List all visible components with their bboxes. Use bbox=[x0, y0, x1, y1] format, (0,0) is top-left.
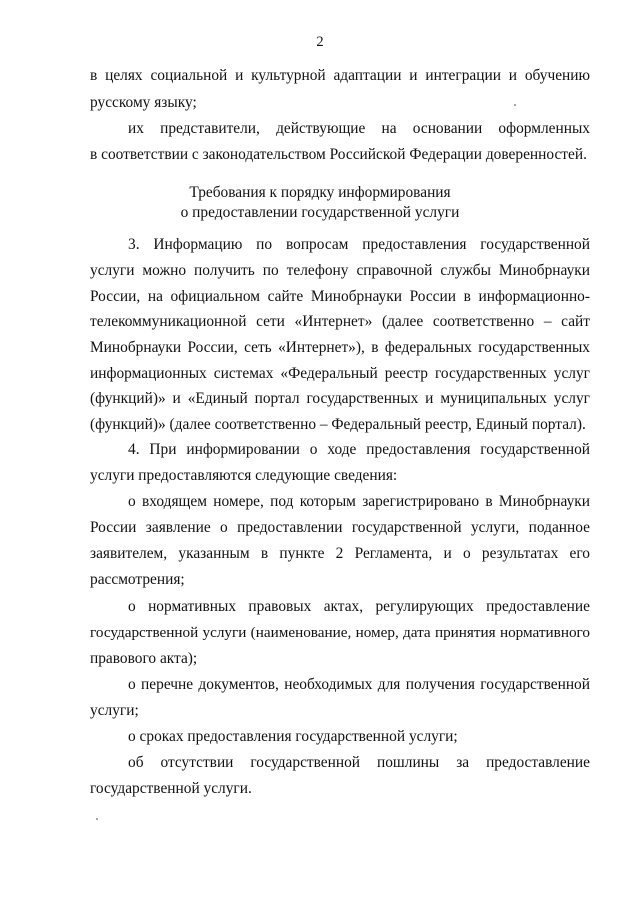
paragraph-3-line-6: информационных системах «Федеральный реестр государственных услуг bbox=[90, 365, 590, 382]
paragraph-3-line-8: (функций)» (далее соответственно – Федеральный реестр, Единый портал). bbox=[90, 416, 586, 433]
scan-speck bbox=[514, 104, 516, 106]
page-number: 2 bbox=[316, 34, 324, 50]
item-terms-line-1: о сроках предоставления государственной услуги; bbox=[128, 728, 458, 745]
section-heading-line-2: о предоставлении государственной услуги bbox=[180, 204, 460, 221]
paragraph-4-line-1: 4. При информировании о ходе предоставления государственной bbox=[128, 441, 590, 458]
scan-speck bbox=[96, 818, 98, 820]
intro-line-1: в целях социальной и культурной адаптации и интеграции и обучению bbox=[90, 67, 590, 84]
item-incoming-line-1: о входящем номере, под которым зарегистрировано в Минобрнауки bbox=[128, 493, 590, 510]
item-documents-line-2: услуги; bbox=[90, 702, 139, 719]
item-normative-line-2: государственной услуги (наименование, номер, дата принятия нормативного bbox=[90, 624, 590, 641]
item-fee-line-1: об отсутствии государственной пошлины за предоставление bbox=[128, 754, 590, 771]
intro-line-2: русскому языку; bbox=[90, 94, 197, 111]
paragraph-3-line-3: России, на официальном сайте Минобрнауки России в информационно- bbox=[90, 288, 590, 305]
item-incoming-line-3: заявителем, указанным в пункте 2 Регламента, и о результатах его bbox=[90, 545, 590, 562]
representatives-line-2: в соответствии с законодательством Российской Федерации доверенностей. bbox=[90, 146, 587, 163]
paragraph-3-line-2: услуги можно получить по телефону справочной службы Минобрнауки bbox=[90, 262, 590, 279]
section-heading-line-1: Требования к порядку информирования bbox=[189, 184, 451, 201]
paragraph-3-line-7: (функций)» и «Единый портал государственных и муниципальных услуг bbox=[90, 390, 590, 407]
paragraph-3-line-5: Минобрнауки России, сеть «Интернет»), в федеральных государственных bbox=[90, 339, 590, 356]
paragraph-3-line-1: 3. Информацию по вопросам предоставления государственной bbox=[128, 236, 590, 253]
representatives-line-1: их представители, действующие на основании оформленных bbox=[128, 120, 590, 137]
paragraph-3-line-4: телекоммуникационной сети «Интернет» (далее соответственно – сайт bbox=[90, 313, 590, 330]
item-documents-line-1: о перечне документов, необходимых для получения государственной bbox=[128, 676, 590, 693]
item-normative-line-1: о нормативных правовых актах, регулирующих предоставление bbox=[128, 598, 590, 615]
paragraph-4-line-2: услуги предоставляются следующие сведения: bbox=[90, 467, 398, 484]
item-incoming-line-4: рассмотрения; bbox=[90, 571, 185, 588]
item-incoming-line-2: России заявление о предоставлении государственной услуги, поданное bbox=[90, 519, 590, 536]
item-normative-line-3: правового акта); bbox=[90, 650, 198, 667]
item-fee-line-2: государственной услуги. bbox=[90, 780, 252, 797]
